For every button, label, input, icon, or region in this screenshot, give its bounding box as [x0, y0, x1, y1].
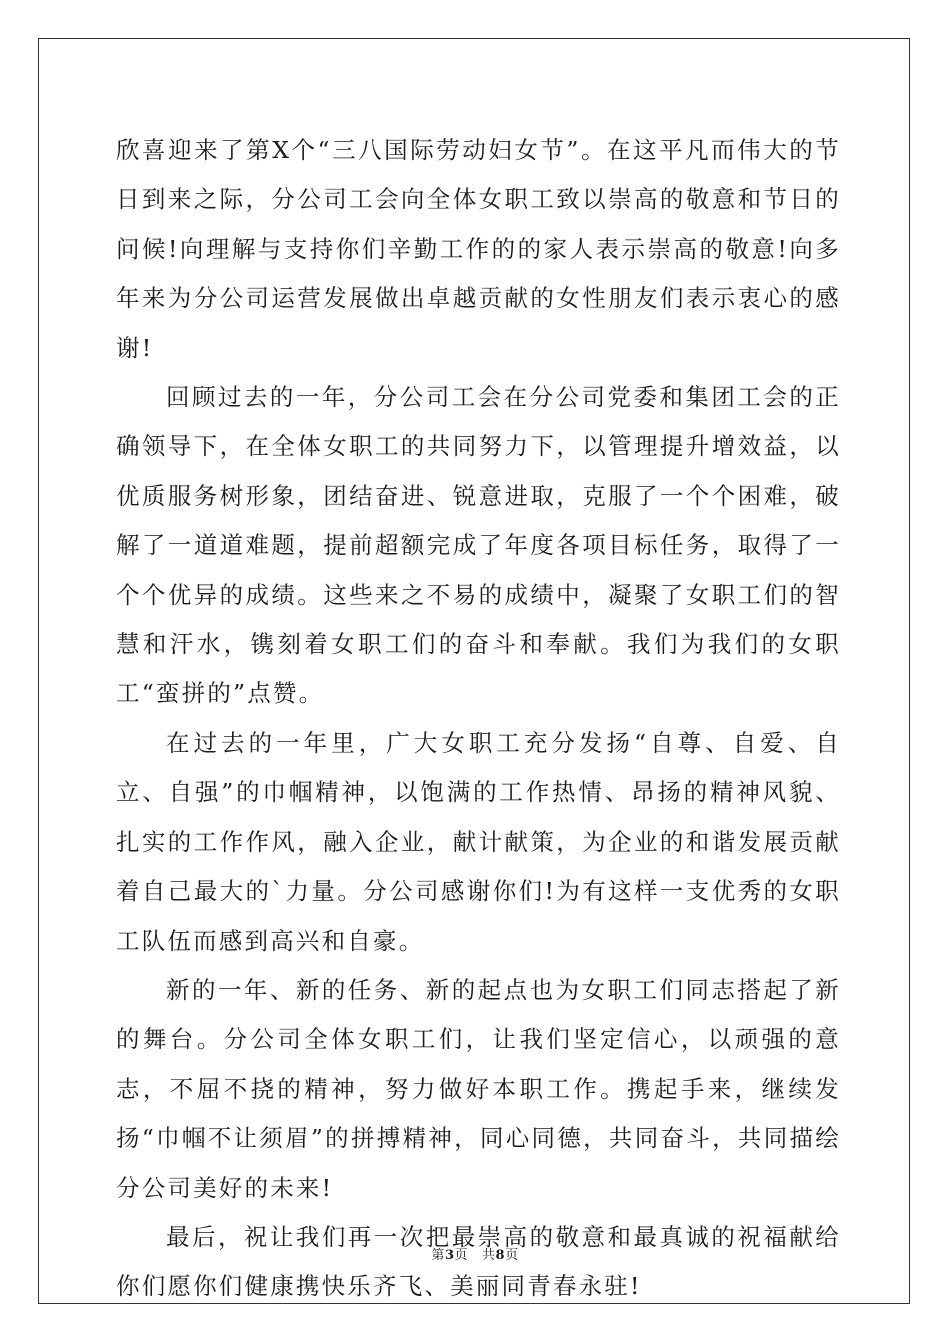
total-label-prefix: 共: [482, 1248, 496, 1263]
page-footer: [0, 1244, 950, 1263]
page-label-prefix: 第: [431, 1248, 445, 1263]
total-label-suffix: 页: [505, 1248, 519, 1263]
page-total: 8: [495, 1248, 506, 1263]
page-label-suffix: 页: [454, 1248, 468, 1263]
paragraph: 新的一年、新的任务、新的起点也为女职工们同志搭起了新的舞台。分公司全体女职工们，让我们坚定信心，以顽强的意志，不屈不挠的精神，努力做好本职工作。携起手来，继续发扬“巾帼不让须眉”的拼搏精神，同心同德，共同奋斗，共同描绘分公司美好的未来!: [116, 975, 841, 1202]
paragraph: 欣喜迎来了第X个“三八国际劳动妇女节”。在这平凡而伟大的节日到来之际，分公司工会向全体女职工致以崇高的敬意和节日的问候!向理解与支持你们辛勤工作的的家人表示崇高的敬意!向多年来为分公司运营发展做出卓越贡献的女性朋友们表示衷心的感谢!: [116, 136, 841, 362]
paragraph: 回顾过去的一年，分公司工会在分公司党委和集团工会的正确领导下，在全体女职工的共同努力下，以管理提升增效益，以优质服务树形象，团结奋进、锐意进取，克服了一个个困难，破解了一道道难题，提前超额完成了年度各项目标任务，取得了一个个优异的成绩。这些来之不易的成绩中，凝聚了女职工们的智慧和汗水，镌刻着女职工们的奋斗和奉献。我们为我们的女职工“蛮拼的”点赞。: [116, 383, 841, 708]
page-number: 3: [444, 1248, 455, 1263]
document-body: [116, 126, 841, 1312]
paragraph: 最后，祝让我们再一次把最崇高的敬意和最真诚的祝福献给你们愿你们健康携快乐齐飞、美丽同青春永驻!: [116, 1222, 841, 1301]
paragraph: 在过去的一年里，广大女职工充分发扬“自尊、自爱、自立、自强”的巾帼精神，以饱满的工作热情、昂扬的精神风貌、扎实的工作作风，融入企业，献计献策，为企业的和谐发展贡献着自己最大的`力量。分公司感谢你们!为有这样一支优秀的女职工队伍而感到高兴和自豪。: [116, 728, 841, 955]
